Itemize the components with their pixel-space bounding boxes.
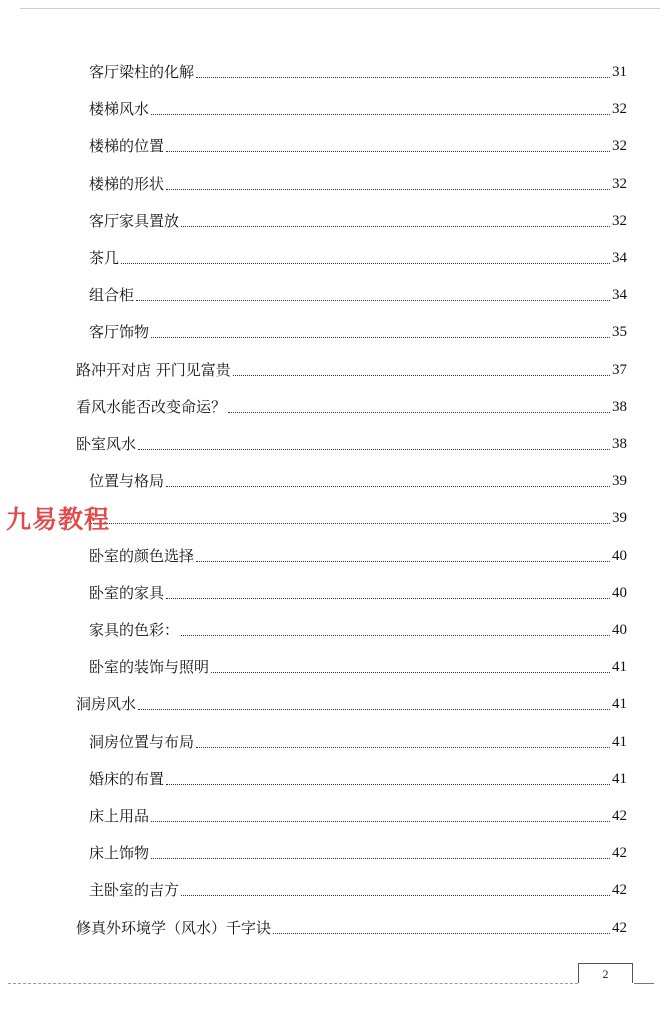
toc-entry-title: 客厅饰物 (89, 323, 150, 342)
toc-entry-page-number: 42 (612, 882, 627, 899)
toc-dot-leader (121, 263, 610, 264)
toc-dot-leader (166, 784, 610, 785)
toc-entry (76, 352, 627, 380)
toc-entry (89, 724, 627, 752)
toc-entry-page-number: 42 (612, 808, 627, 824)
toc-entry-title: 楼梯的形状 (89, 174, 165, 193)
toc-entry-page-number: 34 (612, 287, 627, 304)
toc-entry (89, 166, 627, 194)
top-border-line (20, 8, 660, 9)
footer-rule-right (634, 983, 654, 984)
toc-dot-leader (138, 709, 610, 710)
toc-entry (89, 240, 627, 268)
toc-dot-leader (228, 412, 610, 413)
toc-entry-page-number: 39 (612, 473, 627, 490)
toc-entry-page-number: 41 (612, 770, 627, 787)
toc-entry (76, 910, 627, 938)
toc-entry-title: 家具的色彩： (89, 621, 180, 639)
toc-dot-leader (196, 747, 610, 748)
toc-entry-page-number: 38 (612, 436, 627, 452)
toc-dot-leader (181, 895, 610, 896)
toc-dot-leader (211, 672, 610, 673)
toc-entry-title: 客厅梁柱的化解 (89, 63, 195, 81)
toc-entry-page-number: 32 (612, 138, 627, 155)
toc-entry-page-number: 31 (612, 64, 627, 80)
toc-entry-title: 洞房位置与布局 (89, 732, 195, 751)
toc-entry-page-number: 39 (612, 510, 627, 527)
toc-entry-title: 卧室的家具 (89, 583, 165, 602)
toc-entry-page-number: 40 (612, 547, 627, 564)
toc-entry-title: 洞房风水 (76, 695, 137, 714)
toc-entry (89, 500, 627, 528)
toc-entry (89, 798, 627, 826)
toc-entry-page-number: 42 (612, 845, 627, 862)
toc-dot-leader (181, 635, 610, 636)
toc-entry-title: 婚床的布置 (89, 769, 165, 788)
toc-entry (89, 761, 627, 789)
toc-dot-leader (151, 337, 610, 338)
toc-dot-leader (166, 151, 610, 152)
toc-entry-title: 路冲开对店 开门见富贵 (76, 360, 231, 379)
toc-dot-leader (166, 598, 610, 599)
toc-entry-page-number: 38 (612, 398, 627, 415)
toc-dot-leader (233, 375, 610, 376)
toc-entry (89, 575, 627, 603)
toc-entry-page-number: 32 (612, 101, 627, 118)
toc-entry (89, 872, 627, 900)
toc-dot-leader (136, 300, 610, 301)
toc-dot-leader (166, 189, 610, 190)
watermark-text: 九易教程 (6, 505, 111, 534)
toc-dot-leader (151, 821, 610, 822)
toc-entry (76, 686, 627, 714)
toc-entry (89, 54, 627, 82)
toc-dot-leader (196, 77, 610, 78)
toc-dot-leader (138, 449, 610, 450)
toc-dot-leader (166, 486, 610, 487)
toc-entry-page-number: 40 (612, 622, 627, 638)
toc-entry-title: 卧室风水 (76, 435, 137, 453)
toc-entry-title: 卧室的颜色选择 (89, 546, 195, 565)
toc-dot-leader (91, 523, 610, 524)
toc-entry (89, 128, 627, 156)
toc-entry-title: 床上饰物 (89, 844, 150, 863)
toc-entry-title: 茶几 (89, 249, 120, 267)
toc-entry-page-number: 35 (612, 324, 627, 341)
toc-entry-title: 卧室的装饰与照明 (89, 658, 210, 677)
toc-dot-leader (196, 561, 610, 562)
toc-entry-page-number: 32 (612, 175, 627, 192)
toc-entry-title: 看风水能否改变命运？ (76, 397, 227, 416)
toc-entry-title: 位置与格局 (89, 472, 165, 491)
toc-dot-leader (151, 114, 610, 115)
toc-entry-title: 客厅家具置放 (89, 211, 180, 230)
toc-entry-page-number: 41 (612, 696, 627, 713)
footer-dashed-rule (8, 983, 578, 984)
toc-dot-leader (273, 933, 610, 934)
toc-entry-page-number: 41 (612, 659, 627, 676)
toc-entry (89, 649, 627, 677)
toc-entry (89, 91, 627, 119)
toc-entry-title: 楼梯的位置 (89, 137, 165, 156)
toc-entry-page-number: 34 (612, 250, 627, 266)
toc-entry-page-number: 42 (612, 919, 627, 936)
toc-dot-leader (151, 858, 610, 859)
toc-entry (76, 426, 627, 454)
toc-entry-page-number: 37 (612, 361, 627, 378)
toc-entry-page-number: 40 (612, 584, 627, 601)
toc-entry (89, 463, 627, 491)
toc-entry-title: 床上用品 (89, 807, 150, 825)
toc-entry (89, 612, 627, 640)
toc-entry (89, 277, 627, 305)
toc-entry (89, 314, 627, 342)
toc-entry-title: 楼梯风水 (89, 100, 150, 119)
toc-entry-title: 组合柜 (89, 286, 135, 305)
toc-entry (89, 203, 627, 231)
toc-entry-title: 主卧室的吉方 (89, 881, 180, 900)
toc-entry (89, 835, 627, 863)
toc-entry (89, 538, 627, 566)
toc-dot-leader (181, 226, 610, 227)
page-number: 2 (578, 963, 633, 983)
toc-entry-page-number: 32 (612, 212, 627, 229)
toc-entry-page-number: 41 (612, 733, 627, 750)
toc-entry (76, 389, 627, 417)
toc-entry-title: 修真外环境学（风水）千字诀 (76, 918, 272, 937)
